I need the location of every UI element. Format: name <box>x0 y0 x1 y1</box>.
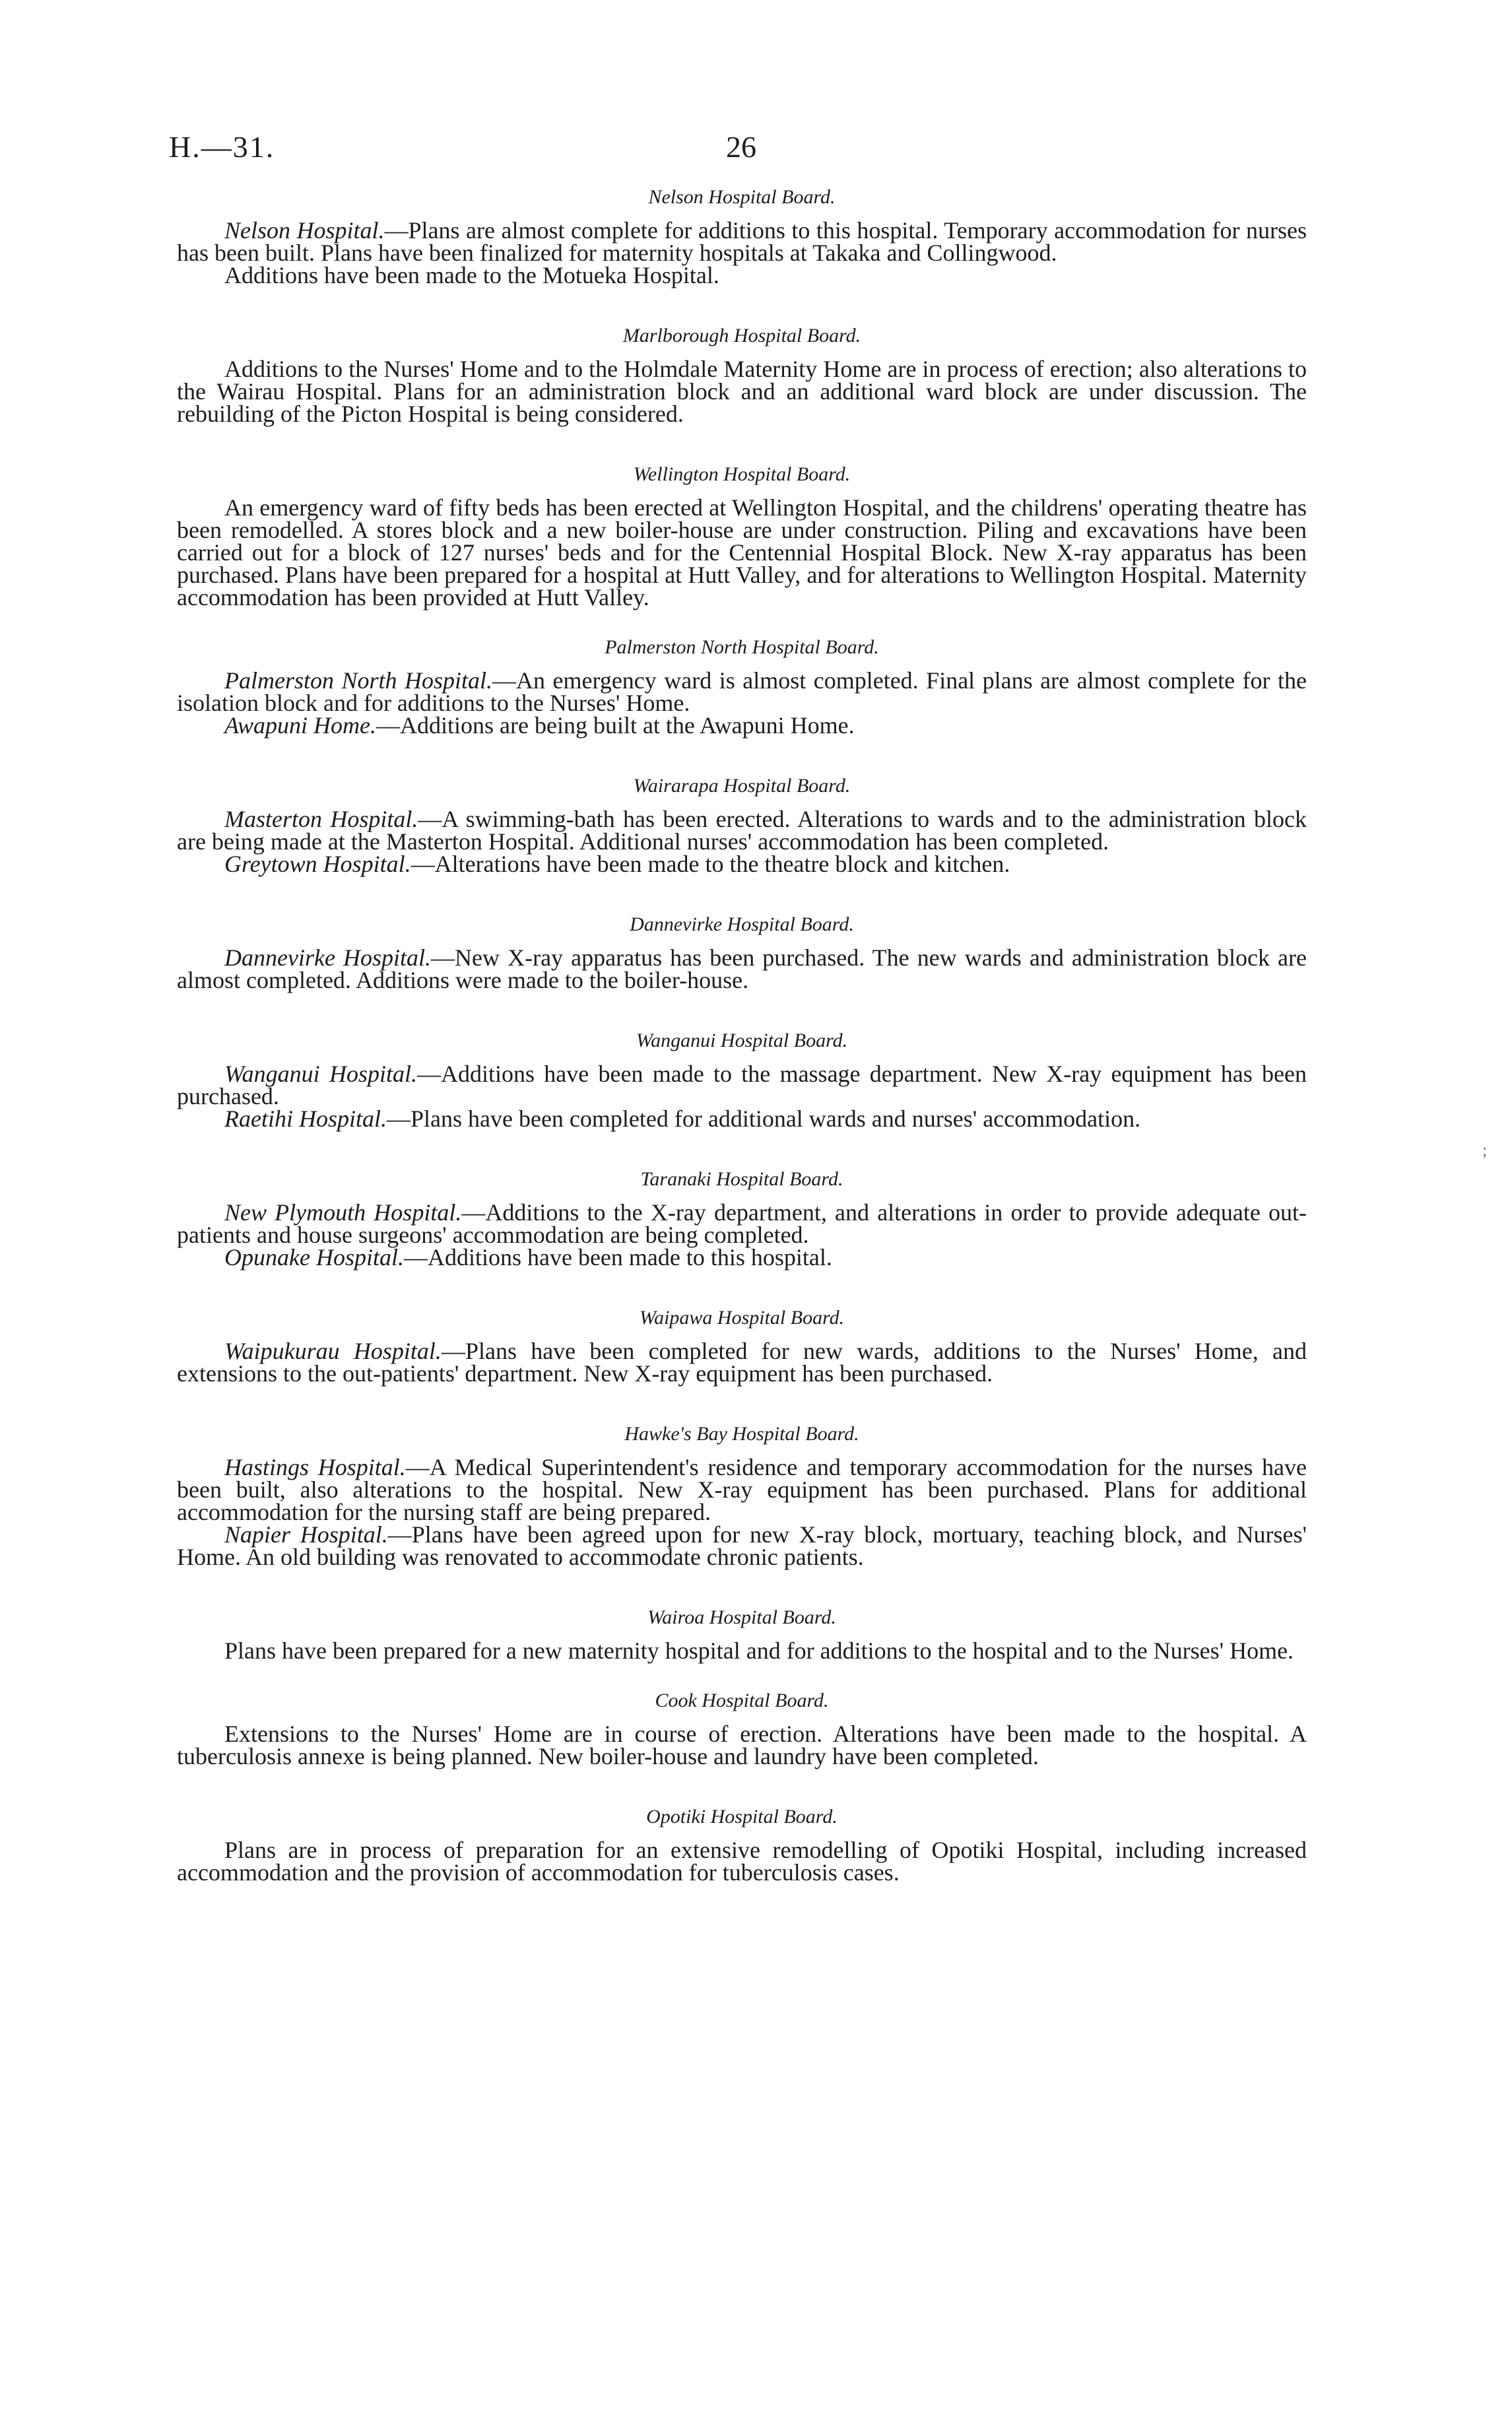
paragraph <box>177 1107 1307 1130</box>
hospital-name: Awapuni Home. <box>224 712 376 739</box>
paragraph <box>177 219 1307 264</box>
board-section <box>177 1608 1307 1662</box>
section-heading: Opotiki Hospital Board. <box>646 1806 838 1828</box>
paragraph-text: —Additions have been made to the massage department. New X-ray equipment has been purchased. <box>177 1061 1307 1109</box>
section-heading: Waipawa Hospital Board. <box>639 1307 845 1329</box>
board-section <box>177 915 1307 991</box>
paragraph-text: —An emergency ward is almost completed. Final plans are almost complete for the isolation block and for additions to the Nurses' Home. <box>177 667 1307 716</box>
hospital-name: Raetihi Hospital. <box>224 1106 387 1132</box>
paragraph <box>177 496 1307 609</box>
paragraph <box>177 714 1307 737</box>
board-section <box>177 465 1307 609</box>
paragraph <box>177 1246 1307 1269</box>
paragraph <box>177 946 1307 991</box>
paragraph <box>177 1723 1307 1767</box>
board-section <box>177 638 1307 737</box>
paragraph-text: —Plans have been completed for additional wards and nurses' accommodation. <box>387 1106 1141 1132</box>
hospital-name: Dannevirke Hospital. <box>224 944 432 971</box>
paragraph <box>177 264 1307 286</box>
paragraph-text: Plans have been prepared for a new maternity hospital and for additions to the hospital and to the Nurses' Home. <box>224 1637 1294 1664</box>
paragraph-text: —Additions have been made to this hospital. <box>403 1244 832 1270</box>
paragraph <box>177 1456 1307 1523</box>
paragraph <box>177 358 1307 425</box>
hospital-name: Greytown Hospital. <box>224 851 411 877</box>
section-heading: Wellington Hospital Board. <box>633 463 851 485</box>
paragraph <box>177 1839 1307 1884</box>
hospital-name: Napier Hospital. <box>224 1521 388 1548</box>
paragraph <box>177 1063 1307 1107</box>
paragraph-text: —A Medical Superintendent's residence and temporary accommodation for the nurses have been built, also alterations to the hospital. New X-ray equipment has been purchased. Plans for additional accommodation for the nursing staff are being prepared. <box>177 1454 1307 1525</box>
hospital-name: Opunake Hospital. <box>224 1244 404 1270</box>
paragraph-text: —New X-ray apparatus has been purchased. The new wards and administration block are almost completed. Additions were made to the boiler-house. <box>177 944 1307 993</box>
paragraph-text: —A swimming-bath has been erected. Alterations to wards and to the administration block are being made at the Masterton Hospital. Additional nurses' accommodation has been completed. <box>177 806 1307 855</box>
page-reference: H.—31. <box>169 130 275 164</box>
paragraph-text: Plans are in process of preparation for an extensive remodelling of Opotiki Hospital, including increased accommodation and the provision of accommodation for tuberculosis cases. <box>177 1837 1307 1886</box>
board-section <box>177 1691 1307 1767</box>
board-section <box>177 326 1307 425</box>
hospital-name: Hastings Hospital. <box>224 1454 406 1480</box>
section-heading: Wanganui Hospital Board. <box>636 1030 848 1051</box>
board-section <box>177 1170 1307 1269</box>
section-heading: Taranaki Hospital Board. <box>640 1168 843 1190</box>
section-heading: Hawke's Bay Hospital Board. <box>624 1423 859 1445</box>
section-heading: Cook Hospital Board. <box>655 1690 829 1711</box>
margin-mark: ; <box>1482 1140 1488 1160</box>
board-section <box>177 776 1307 875</box>
paragraph-text: —Additions are being built at the Awapuni Home. <box>376 712 855 739</box>
document-body <box>177 187 1307 1884</box>
hospital-name: Palmerston North Hospital. <box>224 667 493 694</box>
board-section <box>177 1807 1307 1884</box>
board-section <box>177 1308 1307 1385</box>
paragraph <box>177 1201 1307 1246</box>
section-heading: Dannevirke Hospital Board. <box>630 913 854 935</box>
paragraph-text: —Plans have been agreed upon for new X-ray block, mortuary, teaching block, and Nurses' Home. An old building was renovated to accommodate chronic patients. <box>177 1521 1307 1570</box>
page-number: 26 <box>726 130 756 164</box>
paragraph <box>177 1639 1307 1662</box>
board-section <box>177 1424 1307 1568</box>
section-heading: Palmerston North Hospital Board. <box>605 636 879 658</box>
paragraph-text: —Plans are almost complete for additions to this hospital. Temporary accommodation for nurses has been built. Plans have been finalized for maternity hospitals at Takaka and Collingwood. <box>177 217 1307 266</box>
hospital-name: Masterton Hospital. <box>224 806 418 832</box>
paragraph-text: —Additions to the X-ray department, and alterations in order to provide adequate out-patients and house surgeons' accommodation are being completed. <box>177 1199 1307 1248</box>
hospital-name: Wanganui Hospital. <box>224 1061 417 1087</box>
paragraph-text: Additions have been made to the Motueka Hospital. <box>224 262 719 288</box>
paragraph <box>177 808 1307 853</box>
section-heading: Wairoa Hospital Board. <box>647 1606 836 1628</box>
hospital-name: New Plymouth Hospital. <box>224 1199 462 1226</box>
section-heading: Marlborough Hospital Board. <box>622 325 861 346</box>
paragraph <box>177 669 1307 714</box>
paragraph <box>177 1523 1307 1568</box>
paragraph-text: —Alterations have been made to the theatre block and kitchen. <box>411 851 1010 877</box>
paragraph-text: Additions to the Nurses' Home and to the Holmdale Maternity Home are in process of erection; also alterations to the Wairau Hospital. Plans for an administration block and an additional ward block are under discussion. The rebuilding of the Picton Hospital is being considered. <box>177 356 1307 427</box>
paragraph-text: Extensions to the Nurses' Home are in course of erection. Alterations have been made to the hospital. A tuberculosis annexe is being planned. New boiler-house and laundry have been completed. <box>177 1721 1307 1769</box>
paragraph-text: —Plans have been completed for new wards, additions to the Nurses' Home, and extensions to the out-patients' department. New X-ray equipment has been purchased. <box>177 1338 1307 1387</box>
board-section <box>177 1031 1307 1130</box>
paragraph <box>177 853 1307 875</box>
hospital-name: Waipukurau Hospital. <box>224 1338 442 1364</box>
paragraph-text: An emergency ward of fifty beds has been erected at Wellington Hospital, and the childrens' operating theatre has been remodelled. A stores block and a new boiler-house are under construction. Piling and excavations have been carried out for a block of 127 nurses' beds and for the Centennial Hospital Block. New X-ray apparatus has been purchased. Plans have been prepared for a hospital at Hutt Valley, and for alterations to Wellington Hospital. Maternity accommodation has been provided at Hutt Valley. <box>177 494 1307 610</box>
hospital-name: Nelson Hospital. <box>224 217 385 244</box>
section-heading: Wairarapa Hospital Board. <box>633 775 851 797</box>
section-heading: Nelson Hospital Board. <box>648 186 836 208</box>
board-section <box>177 187 1307 286</box>
paragraph <box>177 1340 1307 1385</box>
